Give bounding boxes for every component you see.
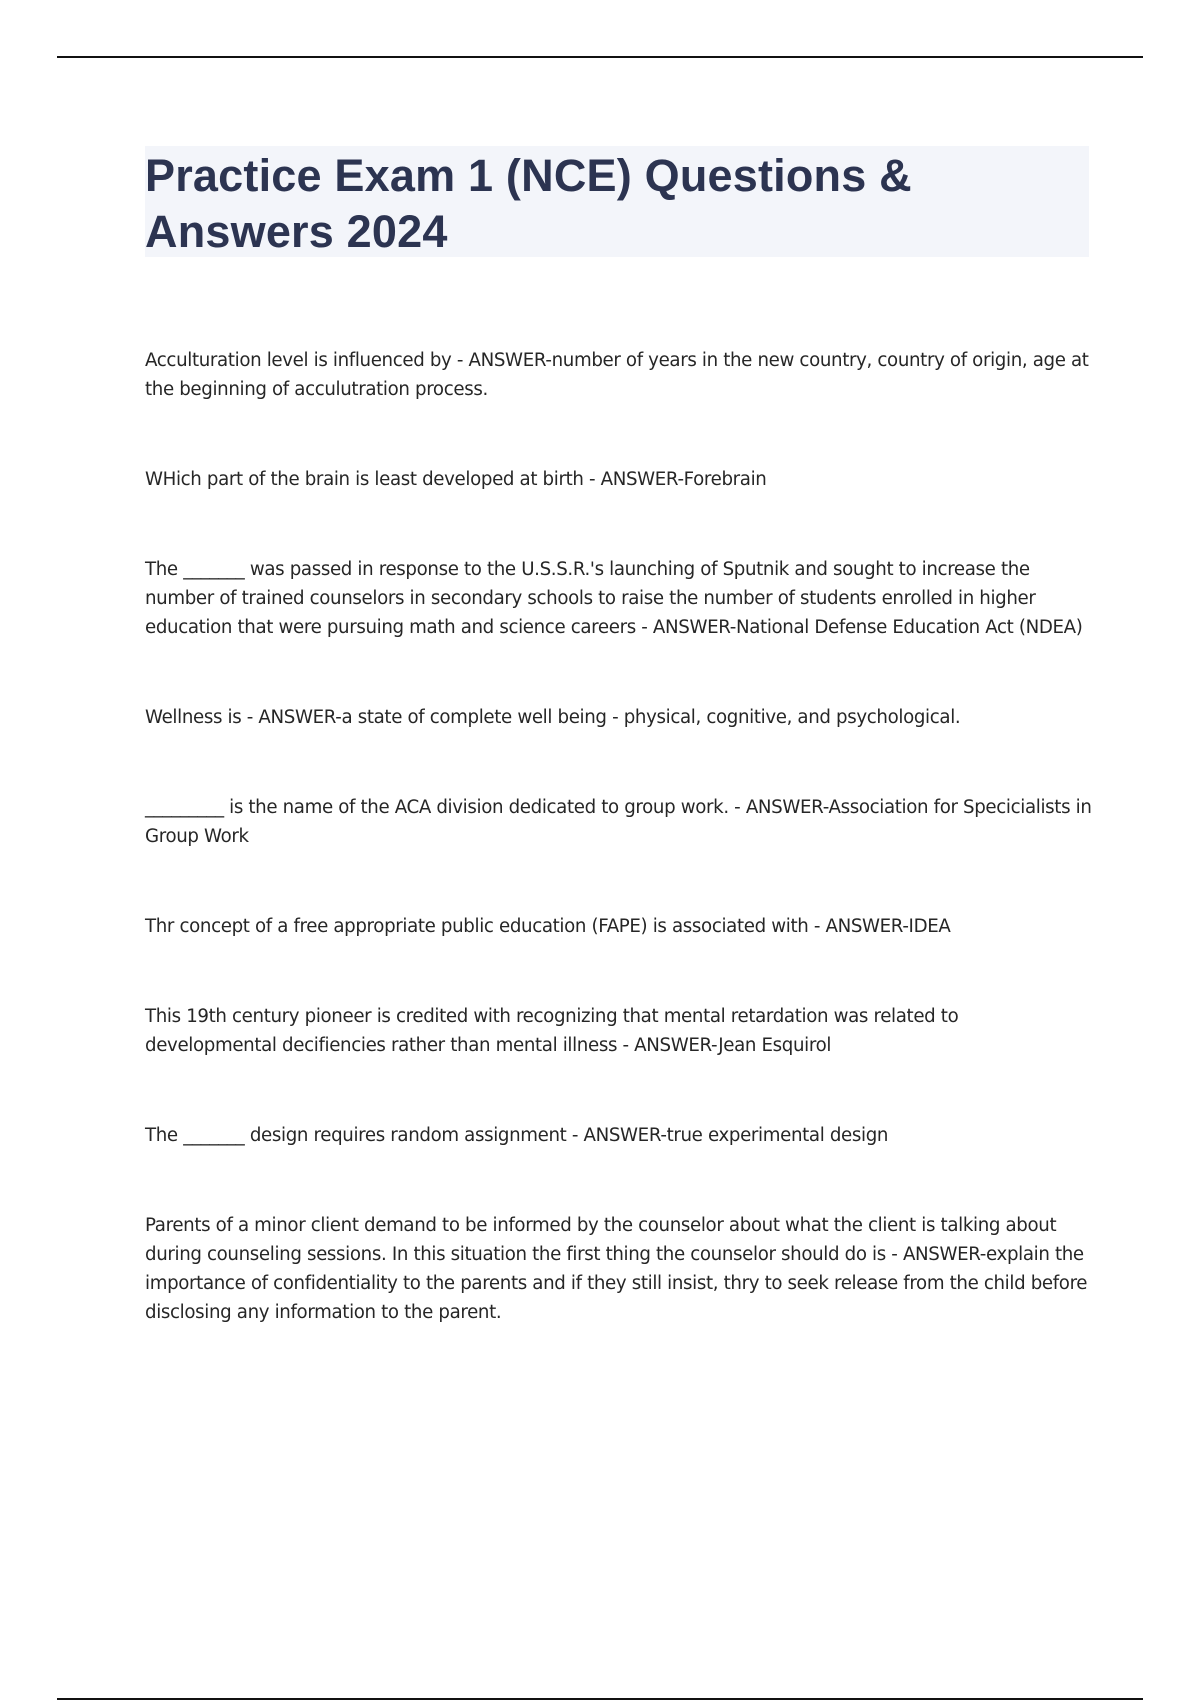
qa-item: Thr concept of a free appropriate public education (FAPE) is associated with - ANSWER-IDEA xyxy=(145,916,951,937)
qa-item: The _______ was passed in response to the U.S.S.R.'s launching of Sputnik and sought to increase the number of trained counselors in secondary schools to raise the number of students enrolled in higher education that were pursuing math and science careers - ANSWER-National Defense Education Act (NDEA) xyxy=(145,559,1083,638)
qa-item: WHich part of the brain is least developed at birth - ANSWER-Forebrain xyxy=(145,469,767,490)
top-rule xyxy=(57,56,1143,58)
qa-item: Acculturation level is influenced by - ANSWER-number of years in the new country, country of origin, age at the beginning of acculutration process. xyxy=(145,350,1089,400)
qa-list xyxy=(145,346,1095,1327)
title-banner xyxy=(145,146,1089,257)
qa-item: Parents of a minor client demand to be informed by the counselor about what the client is talking about during counseling sessions. In this situation the first thing the counselor should do is - ANSWER-explain the importance of confidentiality to the parents and if they still insist, thry to seek release from the child before disclosing any information to the parent. xyxy=(145,1215,1088,1323)
qa-item: The _______ design requires random assignment - ANSWER-true experimental design xyxy=(145,1125,889,1146)
qa-item: This 19th century pioneer is credited with recognizing that mental retardation was related to developmental decifiencies rather than mental illness - ANSWER-Jean Esquirol xyxy=(145,1006,959,1056)
qa-item: Wellness is - ANSWER-a state of complete well being - physical, cognitive, and psychological. xyxy=(145,707,961,728)
qa-item: _________ is the name of the ACA division dedicated to group work. - ANSWER-Association for Specicialists in Group Work xyxy=(145,797,1092,847)
document-title: Practice Exam 1 (NCE) Questions & Answers 2024 xyxy=(145,150,912,257)
